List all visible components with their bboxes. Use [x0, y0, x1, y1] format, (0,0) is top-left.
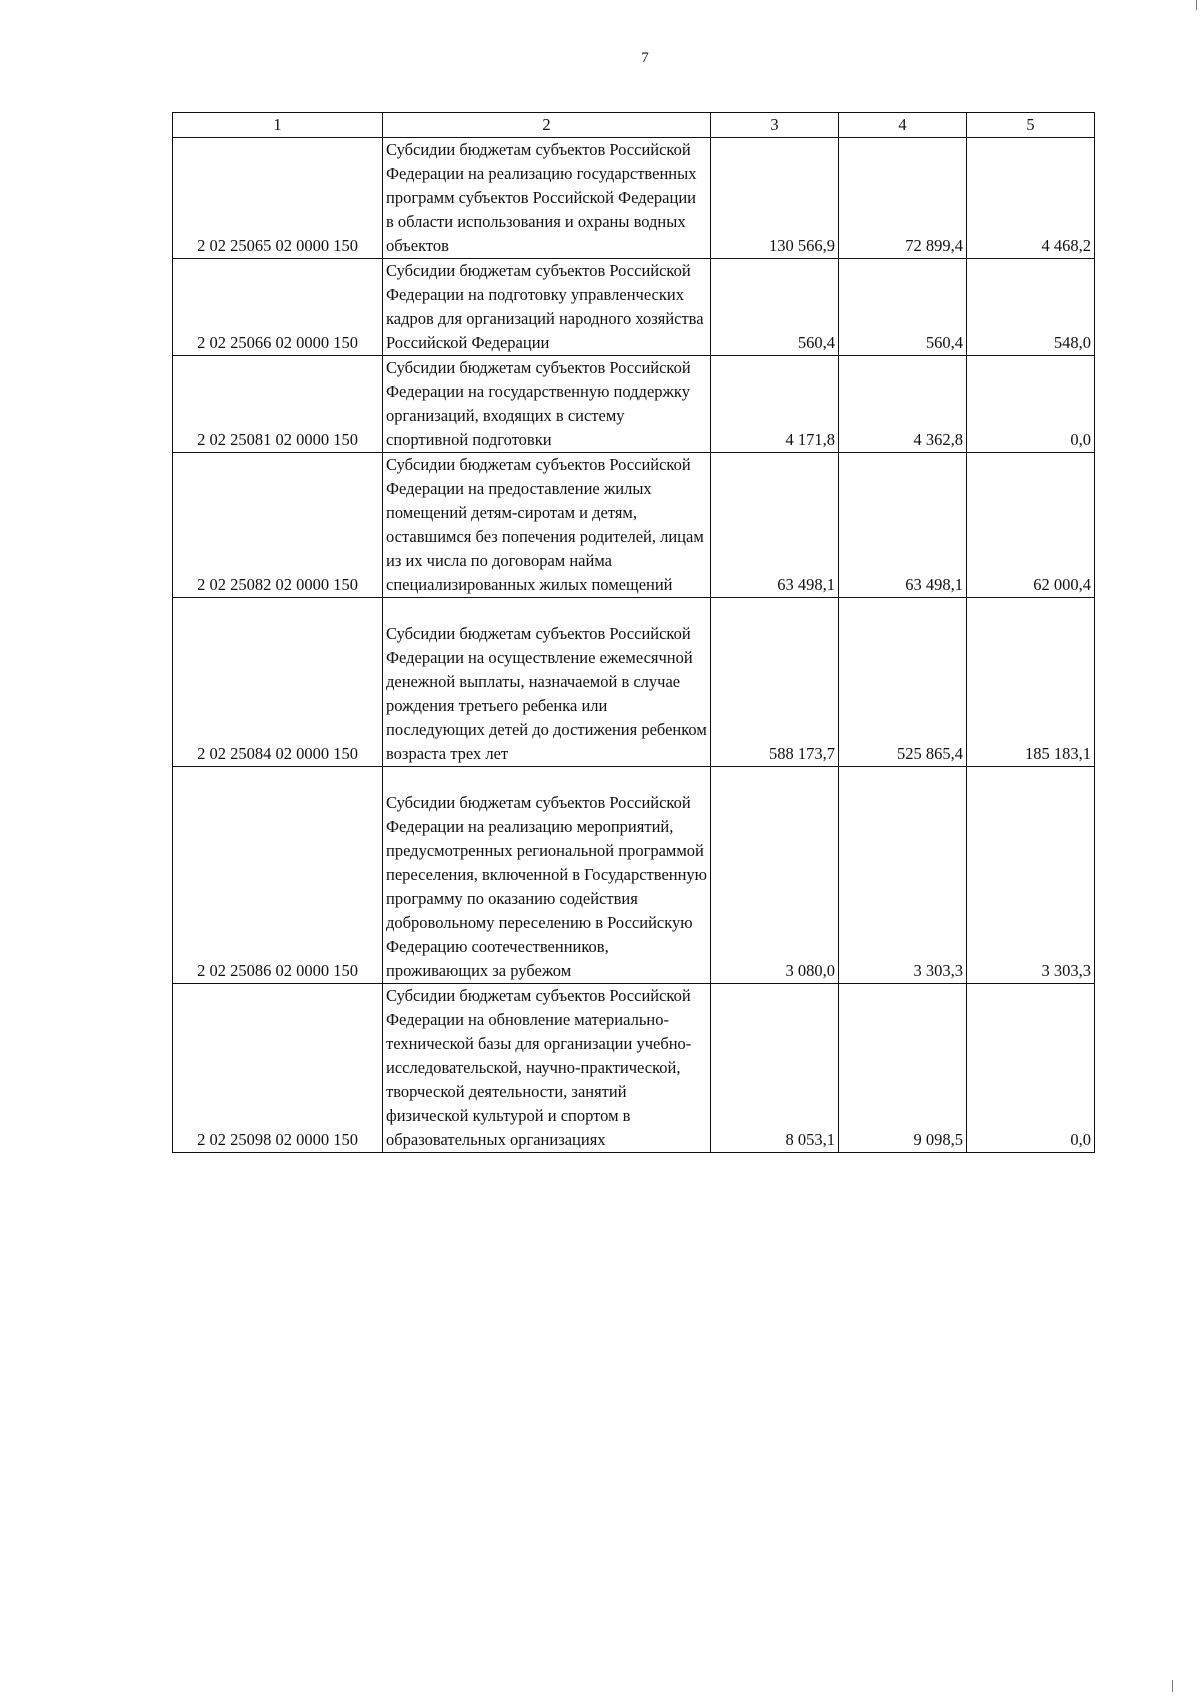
amount-col4-cell: 560,4: [839, 259, 967, 356]
description-cell: [383, 138, 711, 259]
table-row: [173, 356, 1095, 453]
table-row: [173, 453, 1095, 598]
description-cell: [383, 767, 711, 984]
description-cell: [383, 453, 711, 598]
header-row: [173, 113, 1095, 138]
budget-code-cell: 2 02 25098 02 0000 150: [173, 984, 383, 1153]
amount-col4-cell: 525 865,4: [839, 598, 967, 767]
description-text: Субсидии бюджетам субъектов Российской Федерации на государственную поддержку организаций, входящих в систему спортивной подготовки: [386, 358, 691, 449]
amount-col4-cell: 3 303,3: [839, 767, 967, 984]
description-text: Субсидии бюджетам субъектов Российской Федерации на подготовку управленческих кадров для организаций народного хозяйства Российской Федерации: [386, 261, 704, 352]
table-row: [173, 767, 1095, 984]
description-cell: [383, 356, 711, 453]
table-row: [173, 598, 1095, 767]
description-text: Субсидии бюджетам субъектов Российской Федерации на обновление материально-технической базы для организации учебно-исследовательской, научно-практической, творческой деятельности, занятий физической культурой и спортом в образовательных организациях: [386, 986, 692, 1149]
amount-col5-cell: 4 468,2: [967, 138, 1095, 259]
amount-col5-cell: 62 000,4: [967, 453, 1095, 598]
amount-col4-cell: 4 362,8: [839, 356, 967, 453]
amount-col5-cell: 0,0: [967, 356, 1095, 453]
amount-col4-cell: 72 899,4: [839, 138, 967, 259]
header-cell-2: 2: [383, 113, 711, 138]
amount-col3-cell: 63 498,1: [711, 453, 839, 598]
amount-col3-cell: 3 080,0: [711, 767, 839, 984]
budget-code-cell: 2 02 25086 02 0000 150: [173, 767, 383, 984]
budget-table: [172, 112, 1095, 1153]
description-cell: [383, 259, 711, 356]
budget-code-cell: 2 02 25084 02 0000 150: [173, 598, 383, 767]
budget-code-cell: 2 02 25082 02 0000 150: [173, 453, 383, 598]
table-row: [173, 984, 1095, 1153]
amount-col5-cell: 3 303,3: [967, 767, 1095, 984]
description-cell: [383, 984, 711, 1153]
amount-col5-cell: 548,0: [967, 259, 1095, 356]
amount-col5-cell: 0,0: [967, 984, 1095, 1153]
amount-col3-cell: 4 171,8: [711, 356, 839, 453]
scan-edge-mark: [1196, 0, 1197, 10]
budget-code-cell: 2 02 25081 02 0000 150: [173, 356, 383, 453]
description-text: Субсидии бюджетам субъектов Российской Федерации на реализацию государственных программ субъектов Российской Федерации в области использования и охраны водных объектов: [386, 140, 697, 255]
description-text: Субсидии бюджетам субъектов Российской Федерации на предоставление жилых помещений детям-сиротам и детям, оставшимся без попечения родителей, лицам из их числа по договорам найма специализированных жилых помещений: [386, 455, 704, 594]
header-cell-1: 1: [173, 113, 383, 138]
description-text: Субсидии бюджетам субъектов Российской Федерации на реализацию мероприятий, предусмотренных региональной программой переселения, включенной в Государственную программу по оказанию содействия добровольному переселению в Российскую Федерацию соотечественников, проживающих за рубежом: [386, 793, 708, 980]
budget-code-cell: 2 02 25066 02 0000 150: [173, 259, 383, 356]
description-text: Субсидии бюджетам субъектов Российской Федерации на осуществление ежемесячной денежной выплаты, назначаемой в случае рождения третьего ребенка или последующих детей до достижения ребенком возраста трех лет: [386, 624, 707, 763]
budget-code-cell: 2 02 25065 02 0000 150: [173, 138, 383, 259]
header-cell-3: 3: [711, 113, 839, 138]
amount-col5-cell: 185 183,1: [967, 598, 1095, 767]
amount-col3-cell: 8 053,1: [711, 984, 839, 1153]
description-cell: [383, 598, 711, 767]
table-row: [173, 138, 1095, 259]
page-number: 7: [641, 50, 649, 66]
amount-col4-cell: 63 498,1: [839, 453, 967, 598]
amount-col4-cell: 9 098,5: [839, 984, 967, 1153]
header-cell-4: 4: [839, 113, 967, 138]
table-row: [173, 259, 1095, 356]
amount-col3-cell: 130 566,9: [711, 138, 839, 259]
amount-col3-cell: 588 173,7: [711, 598, 839, 767]
amount-col3-cell: 560,4: [711, 259, 839, 356]
header-cell-5: 5: [967, 113, 1095, 138]
scan-edge-mark: [1172, 1680, 1173, 1692]
